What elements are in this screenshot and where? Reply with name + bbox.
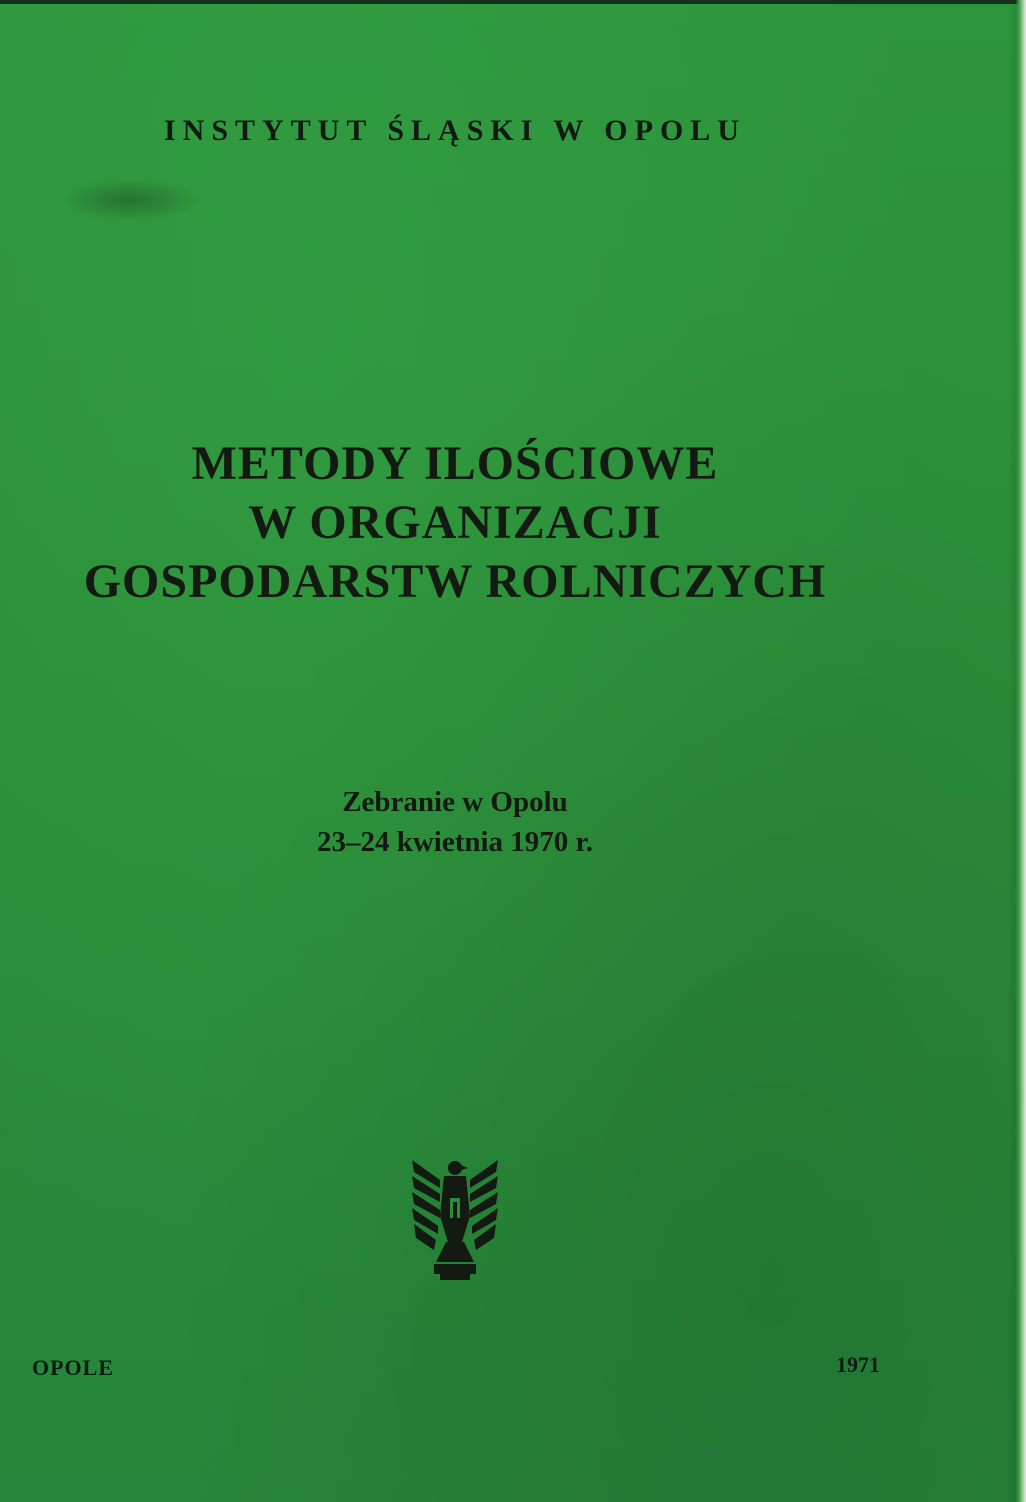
- cover-right-edge: [1008, 0, 1026, 1502]
- publication-year: 1971: [836, 1352, 880, 1377]
- publisher-name: INSTYTUT ŚLĄSKI W OPOLU: [164, 114, 746, 147]
- title-line-3: GOSPODARSTW ROLNICZYCH: [83, 555, 827, 608]
- meeting-info: [0, 782, 910, 862]
- book-title: [0, 434, 910, 611]
- publication-city: OPOLE: [32, 1355, 115, 1380]
- title-line-2: W ORGANIZACJI: [248, 496, 662, 549]
- meeting-line-2: 23–24 kwietnia 1970 r.: [316, 826, 594, 858]
- title-line-1: METODY ILOŚCIOWE: [191, 437, 719, 490]
- cover-top-edge: [0, 0, 1026, 4]
- meeting-line-1: Zebranie w Opolu: [342, 786, 568, 818]
- stain-mark: [60, 178, 200, 222]
- eagle-emblem-icon: [410, 1158, 500, 1282]
